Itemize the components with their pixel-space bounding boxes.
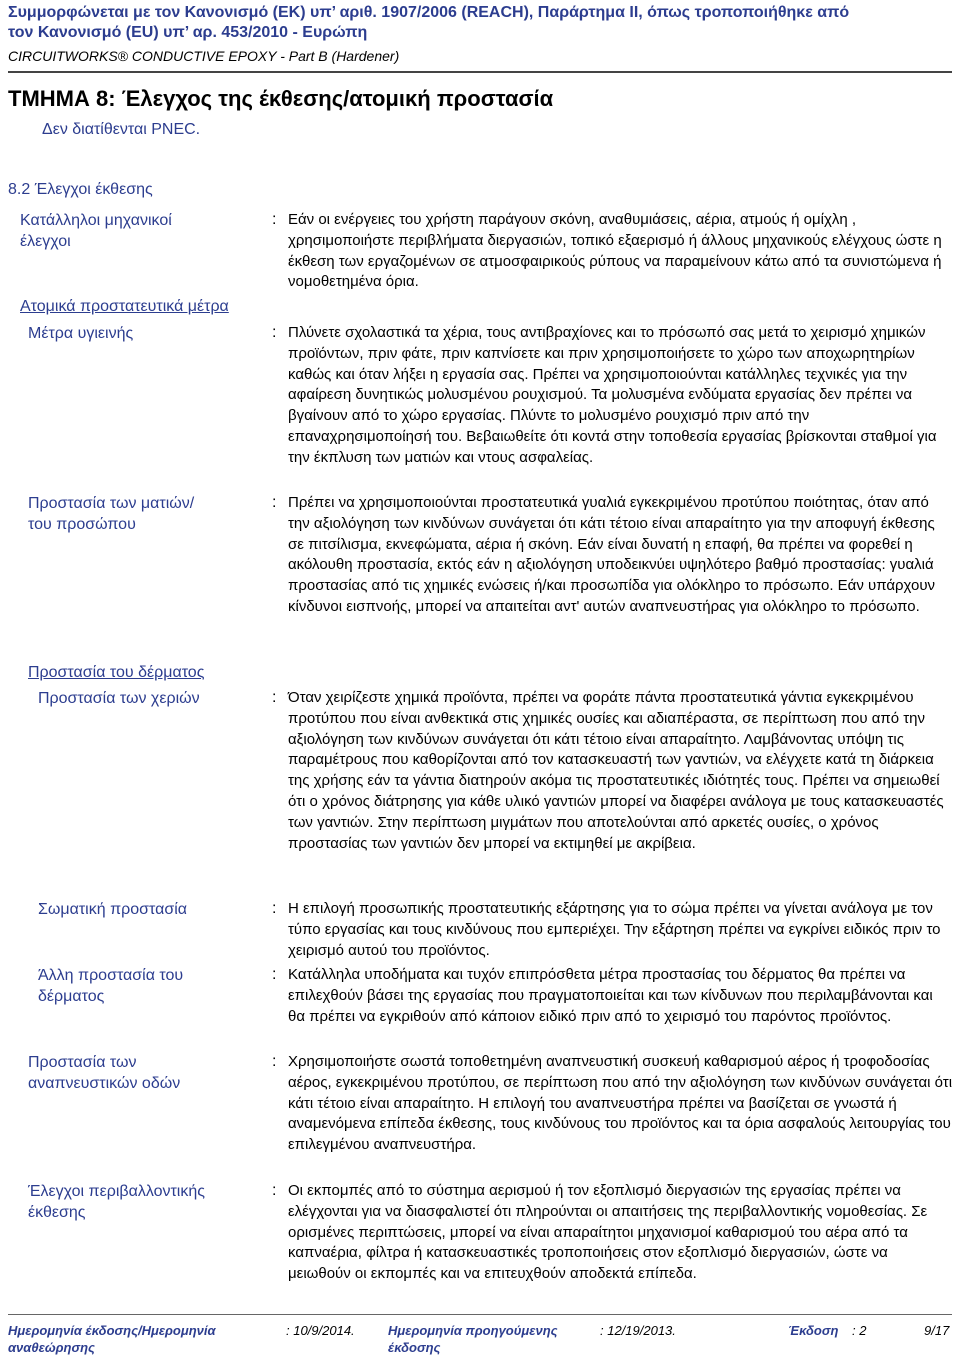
colon: : — [272, 1053, 277, 1070]
footer-divider — [8, 1314, 952, 1315]
colon: : — [272, 494, 277, 511]
regulation-line-2: τον Κανονισμό (ΕU) υπ’ αρ. 453/2010 - Ευρώπη — [8, 24, 368, 41]
label-environmental: Έλεγχοι περιβαλλοντικής έκθεσης — [28, 1183, 205, 1221]
footer-previous-date: : 12/19/2013. — [600, 1323, 676, 1338]
colon: : — [272, 211, 277, 228]
footer-version-label: Έκδοση — [788, 1323, 839, 1338]
label-body: Σωματική προστασία — [38, 901, 188, 918]
text-environmental: Οι εκπομπές από το σύστημα αερισμού ή τον εξοπλισμό διεργασιών της εργασίας πρέπει να ελέγχονται για να διασφαλιστεί ότι πληρούνται οι απαιτήσεις της περιβαλλοντικής νομοθεσίας. Σε ορισμένες περιπτώσεις, μπορεί να είναι απαραίτητοι μηχανισμοί καθαρισμού του αέρα από τα καπναέρια, φίλτρα ή κατασκευαστικές τροποποιήσεις στον εξοπλισμό διεργασιών, ώστε να μειωθούν οι εκπομπές και να επιτευχθούν αποδεκτά επίπεδα. — [288, 1182, 928, 1283]
footer-version-value: : 2 — [852, 1323, 867, 1338]
footer-issue-label: Ημερομηνία έκδοσης/Ημερομηνία αναθεώρησης — [8, 1323, 216, 1355]
regulation-line-1: Συμμορφώνεται με τον Κανονισμό (ΕΚ) υπ’ αριθ. 1907/2006 (REACH), Παράρτημα II, όπως τροποποιήθηκε από — [8, 4, 850, 21]
text-respiratory: Χρησιμοποιήστε σωστά τοποθετημένη αναπνευστική συσκευή καθαρισμού αέρος ή τροφοδοσίας αέρος, εγκεκριμένου προτύπου, σε περίπτωση που από την αξιολόγηση των κινδύνων συνάγεται ότι κάτι τέτοιο είναι απαραίτητο. Η επιλογή του αναπνευστήρα πρέπει να βασίζεται σε γνωστά ή αναμενόμενα επίπεδα έκθεσης, τους κινδύνους του προϊόντος και τα όρια ασφαλούς λειτουργίας του επιλεγμένου αναπνευστήρα. — [288, 1053, 953, 1154]
text-body: Η επιλογή προσωπικής προστατευτικής εξάρτησης για το σώμα πρέπει να γίνεται ανάλογα με τον τύπο εργασίας και τους κινδύνους που εμπεριέχει. Την εξάρτηση πρέπει να εγκρίνει ειδικός πριν το χειρισμό αυτού του προϊόντος. — [288, 900, 941, 959]
label-eye-face: Προστασία των ματιών/ του προσώπου — [28, 495, 195, 533]
text-hands: Όταν χειρίζεστε χημικά προϊόντα, πρέπει να φοράτε πάντα προστατευτικά γάντια εγκεκριμένου προτύπου που είναι ανθεκτικά στις χημικές ουσίες και αδιαπέραστα, σε περίπτωση που από την αξιολόγηση των κινδύνων συνάγεται ότι κάτι τέτοιο είναι απαραίτητο. Λαμβάνοντας υπόψη τις παραμέτρους που καθορίζονται από τον κατασκευαστή των γαντιών, να ελέγχετε κατά τη διάρκεια της χρήσης εάν τα γάντια διατηρούν ακόμα τις προστατευτικές ιδιότητές τους. Πρέπει να σημειωθεί ότι ο χρόνος διάτρησης για κάθε υλικό γαντιών μπορεί να διαφέρει ανάλογα με τους κατασκευαστές των γαντιών. Στην περίπτωση μιγμάτων που αποτελούνται από αρκετές ουσίες, ο χρόνος προστασίας των γαντιών δεν μπορεί να εκτιμηθεί με ακρίβεια. — [288, 689, 944, 852]
label-hands: Προστασία των χεριών — [38, 690, 200, 707]
ppe-heading: Ατομικά προστατευτικά μέτρα — [20, 298, 229, 315]
colon: : — [272, 900, 277, 917]
section-title: ΤΜΗΜΑ 8: Έλεγχος της έκθεσης/ατομική προστασία — [8, 86, 554, 111]
text-hygiene: Πλύνετε σχολαστικά τα χέρια, τους αντιβραχίονες και το πρόσωπό σας μετά το χειρισμό χημικών προϊόντων, πριν φάτε, πριν καπνίσετε και πριν χρησιμοποιήσετε το χώρο των αποχωρητηρίων καθώς και όταν λήξει η εργασία σας. Πρέπει να χρησιμοποιούνται κατάλληλες τεχνικές για την αφαίρεση δυνητικώς μολυσμένου ρουχισμού. Τα μολυσμένα ενδύματα εργασίας δεν πρέπει να βγαίνουν από το χώρο εργασίας. Πλύντε το μολυσμένο ρουχισμό πριν από την επαναχρησιμοποίησή του. Βεβαιωθείτε ότι κοντά στην τοποθεσία εργασίας βρίσκονται σταθμοί για την έκπλυση των ματιών και ντους ασφαλείας. — [288, 324, 937, 466]
footer-page-number: 9/17 — [924, 1323, 950, 1338]
colon: : — [272, 1182, 277, 1199]
colon: : — [272, 689, 277, 706]
pnec-note: Δεν διατίθενται PNEC. — [42, 121, 201, 138]
product-name: CIRCUITWORKS® CONDUCTIVE EPOXY - Part B (Hardener) — [8, 48, 400, 64]
subsection-title: 8.2 Έλεγχοι έκθεσης — [8, 181, 153, 198]
text-engineering-controls: Εάν οι ενέργειες του χρήστη παράγουν σκόνη, αναθυμιάσεις, αέρια, ατμούς ή ομίχλη , χρησιμοποιήστε περιβλήματα διεργασιών, τοπικό εξαερισμό ή άλλους μηχανικούς ελέγχους ώστε η έκθεση των εργαζομένων σε ατμοσφαιρικούς ρύπους να παραμείνουν κάτω από τα συνιστώμενα ή νομοθετημένα όρια. — [288, 211, 942, 291]
label-respiratory: Προστασία των αναπνευστικών οδών — [28, 1054, 181, 1092]
text-other-skin: Κατάλληλα υποδήματα και τυχόν επιπρόσθετα μέτρα προστασίας του δέρματος θα πρέπει να επιλεχθούν βάσει της εργασίας που πραγματοποιείται και των κίνδυνων που περιλαμβάνονται και θα πρέπει να εγκριθούν από κάποιον ειδικό πριν από το χειρισμό του παρόντος προϊόντος. — [288, 966, 933, 1025]
text-eye-face: Πρέπει να χρησιμοποιούνται προστατευτικά γυαλιά εγκεκριμένου προτύπου ποιότητας, όταν από την αξιολόγηση των κινδύνων συνάγεται ότι κάτι τέτοιο είναι απαραίτητο για την αποφυγή έκθεσης σε πιτσίλισμα, εκνεφώματα, αέρια ή σκόνη. Εάν είναι δυνατή η επαφή, θα πρέπει να φορεθεί η ακόλουθη προστασία, εκτός εάν η αξιολόγηση υποδεικνύει υψηλότερο βαθμό προστασίας: γυαλιά προστασίας από τις χημικές ενώσεις ή/και προσωπίδα για ολόκληρο το πρόσωπο. Εάν υπάρχουν κίνδυνοι εισπνοής, μπορεί να απαιτείται αντ' αυτών αναπνευστήρας για ολόκληρο το πρόσωπο. — [288, 494, 936, 615]
header-divider — [8, 71, 952, 73]
label-engineering-controls: Κατάλληλοι μηχανικοί έλεγχοι — [20, 212, 172, 250]
regulation-header — [8, 3, 958, 43]
colon: : — [272, 966, 277, 983]
footer-previous-label: Ημερομηνία προηγούμενης έκδοσης — [388, 1323, 558, 1355]
skin-heading: Προστασία του δέρματος — [28, 664, 205, 681]
label-other-skin: Άλλη προστασία του δέρματος — [38, 967, 184, 1005]
footer-issue-date: : 10/9/2014. — [286, 1323, 355, 1338]
label-hygiene: Μέτρα υγιεινής — [28, 325, 134, 342]
colon: : — [272, 324, 277, 341]
